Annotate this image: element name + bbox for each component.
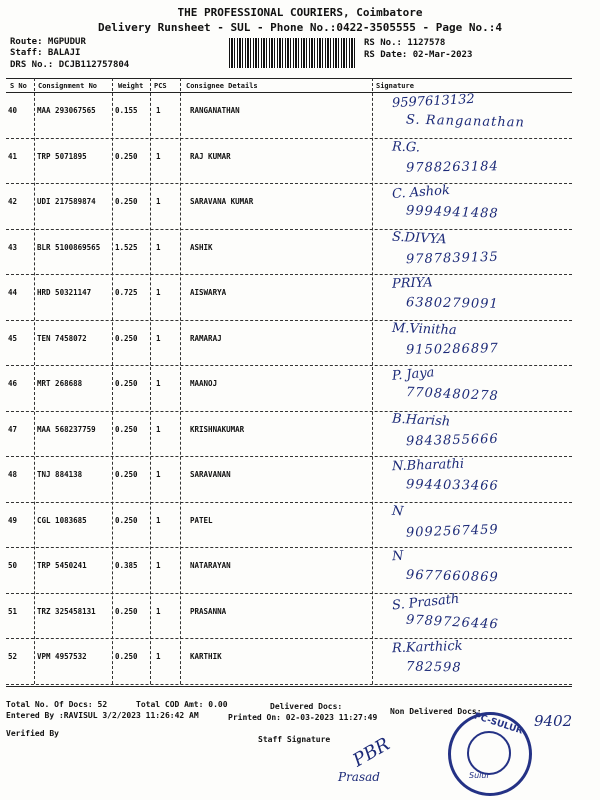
row-sno: 52 — [8, 652, 18, 661]
row-signature: S.DIVYA — [391, 229, 447, 247]
row-divider — [6, 411, 572, 412]
row-weight: 0.250 — [115, 606, 138, 616]
row-signature: C. Ashok — [391, 182, 451, 203]
row-divider — [6, 593, 572, 594]
row-consignment: TEN 7458072 — [37, 333, 87, 343]
row-consignee: PRASANNA — [190, 606, 227, 616]
stamp-top-text: PC-SULUR — [472, 711, 524, 737]
barcode — [229, 38, 355, 68]
row-signature: 9597613132 — [391, 91, 476, 112]
row-signature: M.Vinitha — [391, 320, 457, 338]
row-phone: S. Ranganathan — [405, 112, 526, 131]
row-consignment: HRD 50321147 — [37, 288, 92, 297]
row-pcs: 1 — [156, 379, 161, 388]
row-signature: PRIYA — [391, 275, 433, 292]
row-consignee: RAJ KUMAR — [190, 151, 231, 161]
row-consignment: MAA 568237759 — [37, 424, 96, 434]
drs-label: DRS No.: DCJB112757804 — [10, 60, 130, 70]
rs-date: RS Date: 02-Mar-2023 — [364, 50, 473, 60]
row-signature: N — [391, 548, 404, 565]
row-sno: 46 — [8, 379, 18, 388]
stamp-inner-ring — [467, 731, 511, 775]
row-signature: N.Bharathi — [391, 456, 465, 475]
row-divider — [6, 229, 572, 230]
total-cod: Total COD Amt: 0.00 — [136, 700, 228, 709]
row-divider — [6, 502, 572, 503]
row-consignee: RAMARAJ — [190, 333, 222, 343]
col-signature: Signature — [376, 82, 414, 90]
row-phone: 9092567459 — [405, 521, 499, 541]
row-sno: 45 — [8, 333, 18, 343]
row-consignment: UDI 217589874 — [37, 197, 96, 206]
row-weight: 0.725 — [115, 288, 138, 297]
row-consignment: BLR 5100869565 — [37, 242, 101, 252]
printed-on: Printed On: 02-03-2023 11:27:49 — [228, 713, 378, 722]
staff-signature-hand: PBR — [349, 733, 394, 772]
staff-signature-label: Staff Signature — [258, 735, 331, 744]
footer-rule — [6, 686, 572, 687]
row-weight: 0.385 — [115, 561, 138, 570]
row-phone: 9677660869 — [405, 567, 499, 586]
row-divider — [6, 138, 572, 139]
row-sno: 48 — [8, 470, 18, 479]
verified-by: Verified By — [6, 729, 59, 738]
row-pcs: 1 — [156, 652, 161, 661]
row-consignee: SARAVANAN — [190, 470, 231, 479]
row-divider — [6, 365, 572, 366]
row-consignment: CGL 1083685 — [37, 515, 87, 525]
row-phone: 9789726446 — [405, 612, 500, 632]
row-sno: 41 — [8, 151, 18, 161]
row-divider — [6, 638, 572, 639]
row-pcs: 1 — [156, 606, 161, 616]
row-consignment: TRZ 325458131 — [37, 606, 96, 616]
row-consignment: MAA 293067565 — [37, 106, 96, 115]
row-weight: 0.250 — [115, 424, 138, 434]
row-sno: 44 — [8, 288, 18, 297]
office-stamp — [448, 712, 532, 796]
route-label: Route: MGPUDUR — [10, 37, 86, 47]
row-consignment: TNJ 884138 — [37, 470, 83, 479]
delivered-docs: Delivered Docs: — [270, 702, 343, 711]
row-weight: 1.525 — [115, 242, 138, 252]
row-signature: B.Harish — [391, 410, 451, 430]
row-consignee: RANGANATHAN — [190, 106, 240, 115]
row-pcs: 1 — [156, 333, 161, 343]
row-sno: 42 — [8, 197, 18, 206]
row-phone: 9843855666 — [405, 431, 499, 449]
row-phone: 7708480278 — [405, 384, 500, 405]
row-weight: 0.250 — [115, 197, 138, 206]
row-sno: 49 — [8, 515, 18, 525]
table-top-rule — [6, 78, 572, 79]
row-phone: 6380279091 — [405, 295, 499, 312]
row-divider — [6, 183, 572, 184]
row-divider — [6, 684, 572, 685]
staff-label: Staff: BALAJI — [10, 48, 81, 58]
row-phone: 782598 — [405, 659, 462, 676]
non-delivered-docs: Non Delivered Docs: — [390, 707, 482, 716]
staff-signature-hand-2: Prasad — [338, 770, 380, 784]
row-sno: 40 — [8, 106, 18, 115]
col-consignee: Consignee Details — [186, 82, 258, 90]
row-pcs: 1 — [156, 470, 161, 479]
company-title: THE PROFESSIONAL COURIERS, Coimbatore — [177, 6, 423, 19]
row-divider — [6, 456, 572, 457]
row-consignee: KRISHNAKUMAR — [190, 424, 245, 434]
col-pcs: PCS — [154, 82, 167, 90]
row-consignee: KARTHIK — [190, 652, 222, 661]
col-consignment: Consignment No — [38, 82, 98, 90]
row-pcs: 1 — [156, 242, 161, 252]
row-consignment: TRP 5071895 — [37, 151, 87, 161]
row-signature: R.Karthick — [391, 638, 463, 657]
row-weight: 0.250 — [115, 151, 138, 161]
row-pcs: 1 — [156, 106, 161, 115]
row-consignee: SARAVANA KUMAR — [190, 197, 254, 206]
row-consignment: TRP 5450241 — [37, 561, 87, 570]
col-sno: S No — [10, 82, 27, 90]
total-docs: Total No. Of Docs: 52 — [6, 700, 108, 709]
row-divider — [6, 274, 572, 275]
row-divider — [6, 547, 572, 548]
row-phone: 9788263184 — [405, 158, 499, 176]
handwritten-note: 9402 — [534, 712, 573, 730]
table-header-rule — [6, 92, 572, 93]
row-weight: 0.155 — [115, 106, 138, 115]
row-pcs: 1 — [156, 424, 161, 434]
row-consignment: VPM 4957532 — [37, 652, 87, 661]
row-weight: 0.250 — [115, 515, 138, 525]
entered-by: Entered By :RAVISUL 3/2/2023 11:26:42 AM — [6, 711, 199, 720]
row-signature: R.G. — [391, 139, 421, 155]
row-signature: S. Prasath — [391, 591, 461, 613]
row-consignee: AISWARYA — [190, 288, 227, 297]
stamp-bottom-text: Sulur — [469, 771, 490, 780]
row-sno: 50 — [8, 561, 18, 570]
row-sno: 43 — [8, 242, 18, 252]
row-signature: N — [391, 503, 404, 519]
row-weight: 0.250 — [115, 470, 138, 479]
row-consignee: ASHIK — [190, 242, 213, 252]
row-signature: P. Jaya — [391, 365, 436, 384]
row-consignee: NATARAYAN — [190, 561, 231, 570]
row-pcs: 1 — [156, 515, 161, 525]
row-pcs: 1 — [156, 561, 161, 570]
row-phone: 9944033466 — [405, 477, 499, 494]
row-pcs: 1 — [156, 197, 161, 206]
row-consignment: MRT 268688 — [37, 379, 83, 388]
row-phone: 9994941488 — [405, 203, 499, 222]
row-phone: 9150286897 — [405, 340, 499, 358]
row-divider — [6, 320, 572, 321]
col-weight: Weight — [118, 82, 144, 90]
row-sno: 47 — [8, 424, 18, 434]
row-pcs: 1 — [156, 288, 161, 297]
row-pcs: 1 — [156, 151, 161, 161]
row-consignee: PATEL — [190, 515, 213, 525]
row-sno: 51 — [8, 606, 18, 616]
row-phone: 9787839135 — [405, 249, 499, 267]
row-weight: 0.250 — [115, 333, 138, 343]
rs-number: RS No.: 1127578 — [364, 38, 446, 48]
row-weight: 0.250 — [115, 379, 138, 388]
runsheet-title: Delivery Runsheet - SUL - Phone No.:0422-3505555 - Page No.:4 — [98, 21, 502, 34]
row-consignee: MAANOJ — [190, 379, 218, 388]
row-weight: 0.250 — [115, 652, 138, 661]
